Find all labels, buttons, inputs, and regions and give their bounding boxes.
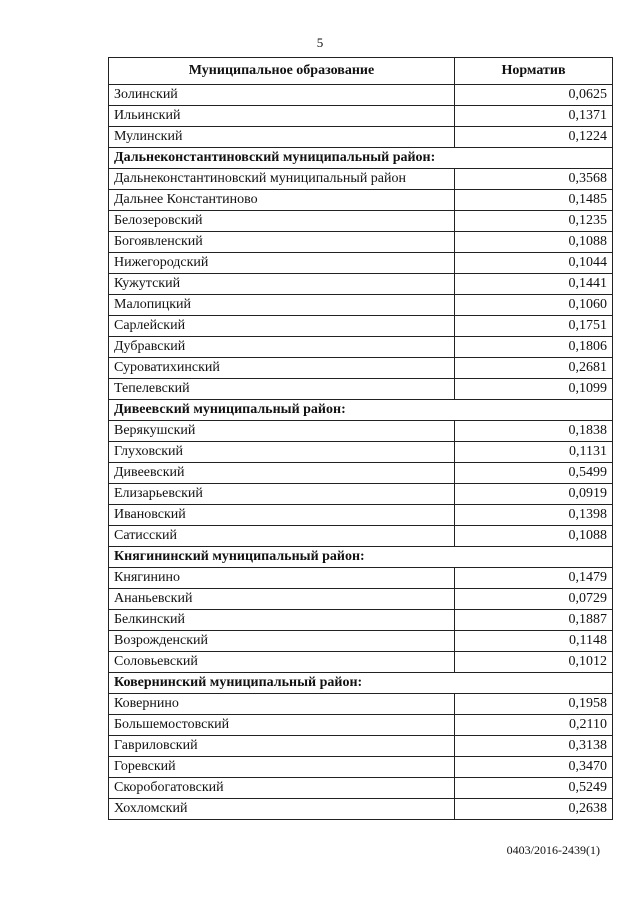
municipality-name: Богоявленский bbox=[109, 232, 455, 253]
municipality-name: Кужутский bbox=[109, 274, 455, 295]
municipality-name: Ильинский bbox=[109, 106, 455, 127]
table-row bbox=[109, 505, 613, 526]
table-row bbox=[109, 715, 613, 736]
municipality-name: Ананьевский bbox=[109, 589, 455, 610]
table-row bbox=[109, 631, 613, 652]
norm-value: 0,5249 bbox=[455, 778, 613, 799]
municipality-name: Гавриловский bbox=[109, 736, 455, 757]
norm-value: 0,1958 bbox=[455, 694, 613, 715]
table-row bbox=[109, 316, 613, 337]
section-title: Княгининский муниципальный район: bbox=[109, 547, 613, 568]
municipality-name: Соловьевский bbox=[109, 652, 455, 673]
municipality-name: Белозеровский bbox=[109, 211, 455, 232]
table-row bbox=[109, 379, 613, 400]
table-row bbox=[109, 232, 613, 253]
municipality-name: Елизарьевский bbox=[109, 484, 455, 505]
norm-value: 0,0919 bbox=[455, 484, 613, 505]
table-row bbox=[109, 589, 613, 610]
municipality-name: Горевский bbox=[109, 757, 455, 778]
norm-value: 0,1088 bbox=[455, 526, 613, 547]
municipality-name: Хохломский bbox=[109, 799, 455, 820]
norm-value: 0,3138 bbox=[455, 736, 613, 757]
norm-value: 0,1371 bbox=[455, 106, 613, 127]
section-title: Дальнеконстантиновский муниципальный район: bbox=[109, 148, 613, 169]
section-title: Дивеевский муниципальный район: bbox=[109, 400, 613, 421]
norm-value: 0,3568 bbox=[455, 169, 613, 190]
table-row bbox=[109, 85, 613, 106]
table-row bbox=[109, 463, 613, 484]
column-header-municipality: Муниципальное образование bbox=[109, 58, 455, 85]
norm-value: 0,1148 bbox=[455, 631, 613, 652]
municipality-name: Дальнее Константиново bbox=[109, 190, 455, 211]
table-row bbox=[109, 799, 613, 820]
municipality-name: Большемостовский bbox=[109, 715, 455, 736]
section-row bbox=[109, 673, 613, 694]
table-row bbox=[109, 274, 613, 295]
norm-value: 0,1751 bbox=[455, 316, 613, 337]
table-row bbox=[109, 295, 613, 316]
norm-value: 0,3470 bbox=[455, 757, 613, 778]
table-row bbox=[109, 127, 613, 148]
norm-value: 0,1060 bbox=[455, 295, 613, 316]
table-row bbox=[109, 106, 613, 127]
norm-value: 0,2638 bbox=[455, 799, 613, 820]
section-title: Ковернинский муниципальный район: bbox=[109, 673, 613, 694]
norm-value: 0,0625 bbox=[455, 85, 613, 106]
table-row bbox=[109, 253, 613, 274]
municipality-name: Возрожденский bbox=[109, 631, 455, 652]
table-row bbox=[109, 484, 613, 505]
norm-value: 0,1235 bbox=[455, 211, 613, 232]
table-body bbox=[109, 85, 613, 820]
norm-value: 0,1838 bbox=[455, 421, 613, 442]
norm-value: 0,1441 bbox=[455, 274, 613, 295]
municipality-name: Суроватихинский bbox=[109, 358, 455, 379]
municipality-name: Глуховский bbox=[109, 442, 455, 463]
municipality-name: Княгинино bbox=[109, 568, 455, 589]
norm-value: 0,0729 bbox=[455, 589, 613, 610]
norm-value: 0,1099 bbox=[455, 379, 613, 400]
norm-value: 0,1088 bbox=[455, 232, 613, 253]
municipality-name: Ивановский bbox=[109, 505, 455, 526]
table-row bbox=[109, 211, 613, 232]
norm-value: 0,2110 bbox=[455, 715, 613, 736]
municipality-name: Тепелевский bbox=[109, 379, 455, 400]
page-number: 5 bbox=[316, 35, 324, 50]
norms-table bbox=[108, 57, 613, 820]
municipality-name: Дальнеконстантиновский муниципальный район bbox=[109, 169, 455, 190]
norm-value: 0,1012 bbox=[455, 652, 613, 673]
municipality-name: Малопицкий bbox=[109, 295, 455, 316]
document-code: 0403/2016-2439(1) bbox=[506, 843, 600, 857]
table-row bbox=[109, 757, 613, 778]
table-row bbox=[109, 610, 613, 631]
table-row bbox=[109, 568, 613, 589]
municipality-name: Нижегородский bbox=[109, 253, 455, 274]
section-row bbox=[109, 148, 613, 169]
table-row bbox=[109, 358, 613, 379]
table-row bbox=[109, 652, 613, 673]
table-header-row bbox=[109, 58, 613, 85]
table-row bbox=[109, 736, 613, 757]
norm-value: 0,1224 bbox=[455, 127, 613, 148]
norm-value: 0,1806 bbox=[455, 337, 613, 358]
table-row bbox=[109, 169, 613, 190]
norm-value: 0,1479 bbox=[455, 568, 613, 589]
municipality-name: Белкинский bbox=[109, 610, 455, 631]
table-row bbox=[109, 337, 613, 358]
section-row bbox=[109, 547, 613, 568]
municipality-name: Скоробогатовский bbox=[109, 778, 455, 799]
table-row bbox=[109, 526, 613, 547]
norm-value: 0,1044 bbox=[455, 253, 613, 274]
municipality-name: Сарлейский bbox=[109, 316, 455, 337]
table-row bbox=[109, 421, 613, 442]
norm-value: 0,1398 bbox=[455, 505, 613, 526]
municipality-name: Мулинский bbox=[109, 127, 455, 148]
table-row bbox=[109, 442, 613, 463]
norm-value: 0,1131 bbox=[455, 442, 613, 463]
municipality-name: Золинский bbox=[109, 85, 455, 106]
municipality-name: Дивеевский bbox=[109, 463, 455, 484]
municipality-name: Дубравский bbox=[109, 337, 455, 358]
norm-value: 0,1887 bbox=[455, 610, 613, 631]
norm-value: 0,5499 bbox=[455, 463, 613, 484]
municipality-name: Ковернино bbox=[109, 694, 455, 715]
norm-value: 0,1485 bbox=[455, 190, 613, 211]
norm-value: 0,2681 bbox=[455, 358, 613, 379]
table-row bbox=[109, 694, 613, 715]
municipality-name: Сатисский bbox=[109, 526, 455, 547]
municipality-name: Верякушский bbox=[109, 421, 455, 442]
section-row bbox=[109, 400, 613, 421]
table-row bbox=[109, 190, 613, 211]
table-row bbox=[109, 778, 613, 799]
column-header-norm: Норматив bbox=[455, 58, 613, 85]
